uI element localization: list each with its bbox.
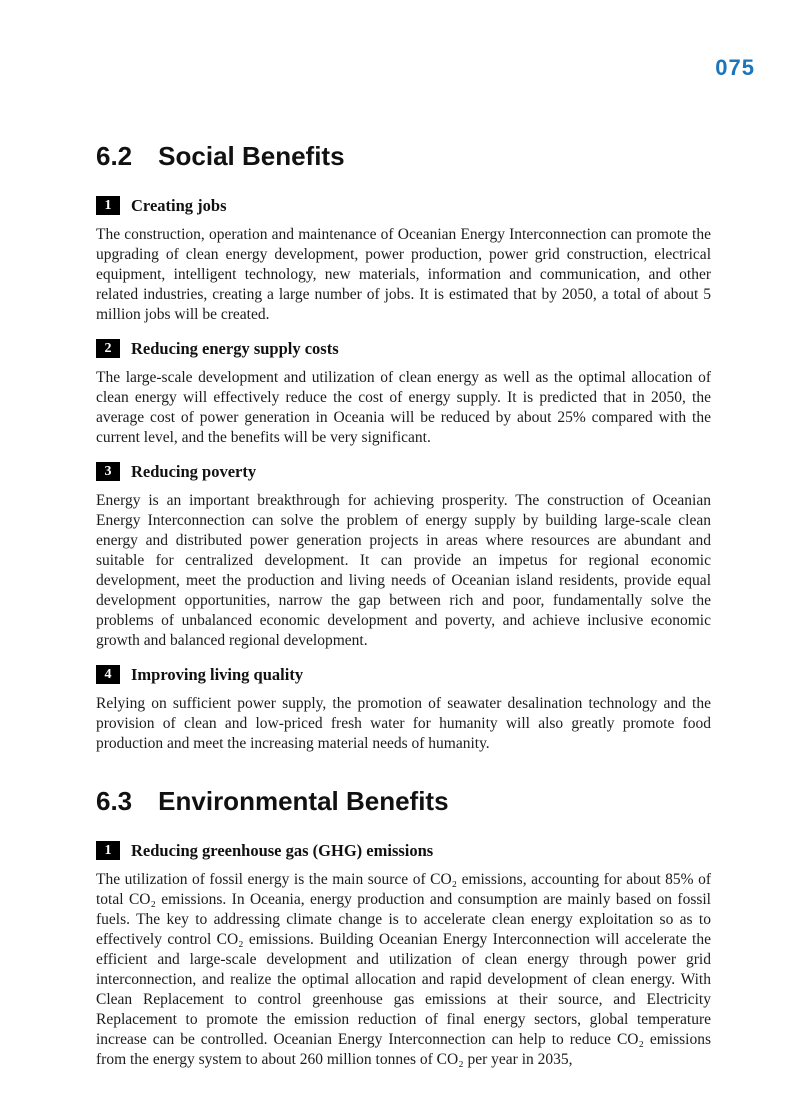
section-number: 6.3 <box>96 785 133 816</box>
section-heading-social-benefits <box>96 142 711 172</box>
subsection-reducing-poverty <box>96 462 711 651</box>
paragraph: The utilization of fossil energy is the main source of CO₂ emissions, accounting for about 85% of total CO₂ emissions. In Oceania, energy production and consumption are mainly based on fossil fuels. The key to addressing climate change is to accelerate clean energy exploitation so as to effectively control CO₂ emissions. Building Oceanian Energy Interconnection will accelerate the efficient and large-scale development and utilization of clean energy through power grid interconnection, and realize the optimal allocation and rapid development of clean energy. With Clean Replacement to control greenhouse gas emissions at their source, and Electricity Replacement to promote the emission reduction of final energy sectors, global temperature increase can be controlled. Oceanian Energy Interconnection can help to reduce CO₂ emissions from the energy system to about 260 million tonnes of CO₂ per year in 2035, <box>96 870 711 1068</box>
numbered-badge: 4 <box>96 665 120 684</box>
subsection-title: Reducing greenhouse gas (GHG) emissions <box>131 840 434 860</box>
subsection-reducing-ghg-emissions <box>96 841 711 1070</box>
subsection-improving-living-quality <box>96 665 711 754</box>
paragraph: The construction, operation and maintenance of Oceanian Energy Interconnection can promote the upgrading of clean energy development, power production, power grid construction, electrical equipment, intelligent technology, new materials, information and communication, and other related industries, creating a large number of jobs. It is estimated that by 2050, a total of about 5 million jobs will be created. <box>96 225 711 323</box>
page-number: 075 <box>715 55 755 80</box>
subsection-heading <box>96 665 711 685</box>
subsection-heading <box>96 462 711 482</box>
section-number: 6.2 <box>96 141 133 171</box>
subsection-title: Improving living quality <box>131 664 304 684</box>
subsection-heading <box>96 196 711 216</box>
subsection-heading <box>96 841 711 861</box>
numbered-badge: 2 <box>96 339 120 358</box>
numbered-badge: 1 <box>96 841 120 860</box>
section-heading-environmental-benefits <box>96 787 711 817</box>
subsection-reducing-energy-supply-costs <box>96 339 711 448</box>
subsection-heading <box>96 339 711 359</box>
subsection-title: Reducing energy supply costs <box>131 338 339 358</box>
page-content <box>96 0 711 1084</box>
paragraph: Relying on sufficient power supply, the promotion of seawater desalination technology and the provision of clean and low-priced fresh water for humanity will also greatly promote food production and meet the increasing material needs of humanity. <box>96 694 711 752</box>
numbered-badge: 3 <box>96 462 120 481</box>
numbered-badge: 1 <box>96 196 120 215</box>
subsection-title: Reducing poverty <box>131 461 257 481</box>
subsection-title: Creating jobs <box>131 195 227 215</box>
paragraph: The large-scale development and utilization of clean energy as well as the optimal allocation of clean energy will effectively reduce the cost of energy supply. It is predicted that in 2050, the average cost of power generation in Oceania will be reduced by about 25% compared with the current level, and the benefits will be very significant. <box>96 368 711 446</box>
paragraph: Energy is an important breakthrough for achieving prosperity. The construction of Oceanian Energy Interconnection can solve the problem of energy supply by building large-scale clean energy and distributed power generation projects in areas where resources are abundant and suitable for centralized development. It can provide an impetus for regional economic development, meet the production and living needs of Oceanian island residents, provide equal development opportunities, narrow the gap between rich and poor, fundamentally solve the problems of unbalanced economic development and poverty, and achieve inclusive economic growth and balanced regional development. <box>96 491 711 649</box>
section-title: Environmental Benefits <box>158 785 449 816</box>
subsection-creating-jobs <box>96 196 711 325</box>
section-title: Social Benefits <box>158 141 345 171</box>
